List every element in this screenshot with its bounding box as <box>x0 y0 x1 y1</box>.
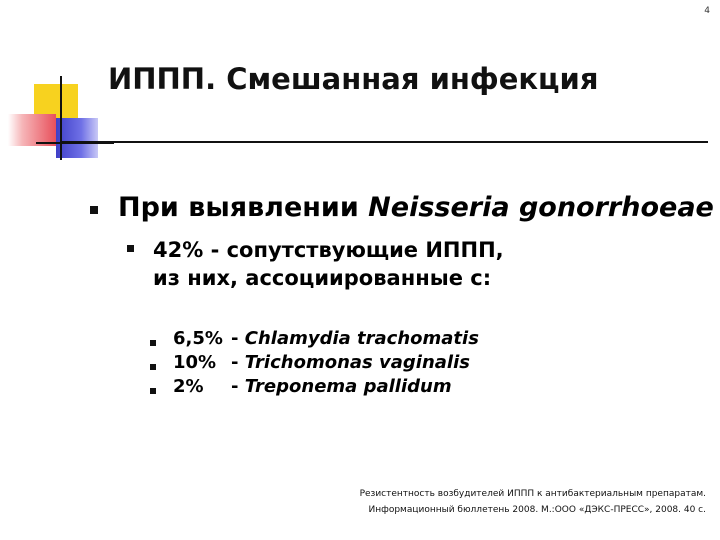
reference-line2: Информационный бюллетень 2008. М.:ООО «ДЭКС-ПРЕСС», 2008. 40 с. <box>368 505 706 515</box>
pathogen-dash: - <box>231 328 245 349</box>
reference-line1: Резистентность возбудителей ИППП к антибактериальным препаратам. <box>359 489 706 499</box>
title-decoration <box>0 0 120 170</box>
pathogen-percent: 6,5% <box>173 328 223 349</box>
bullet-square-icon <box>150 364 156 370</box>
slide-title: ИППП. Смешанная инфекция <box>108 62 599 96</box>
pathogen-name: Treponema pallidum <box>244 376 452 397</box>
slide-number: 4 <box>704 6 710 16</box>
bullet-square-icon <box>150 388 156 394</box>
list-item <box>173 328 479 349</box>
deco-blue-square <box>56 118 98 158</box>
bullet-level2-line2: из них, ассоциированные с: <box>153 266 492 290</box>
reference-citation <box>360 486 706 518</box>
bullet-square-icon <box>90 206 98 214</box>
pathogen-name: Chlamydia trachomatis <box>244 328 479 349</box>
bullet-level1-prefix: При выявлении <box>118 192 369 223</box>
bullet-level2-line1: 42% - сопутствующие ИППП, <box>153 238 504 262</box>
pathogen-percent: 2% <box>173 376 204 397</box>
list-item <box>173 376 452 397</box>
pathogen-dash: - <box>231 352 245 373</box>
deco-vertical-line <box>60 76 62 160</box>
pathogen-percent: 10% <box>173 352 217 373</box>
bullet-square-icon <box>127 245 134 252</box>
pathogen-dash: - <box>231 376 245 397</box>
pathogen-name: Trichomonas vaginalis <box>244 352 470 373</box>
bullet-level2 <box>153 236 504 292</box>
list-item <box>173 352 470 373</box>
title-underline <box>62 141 708 143</box>
bullet-square-icon <box>150 340 156 346</box>
bullet-level1-species: Neisseria gonorrhoeae <box>368 192 714 223</box>
bullet-level1 <box>118 192 714 223</box>
